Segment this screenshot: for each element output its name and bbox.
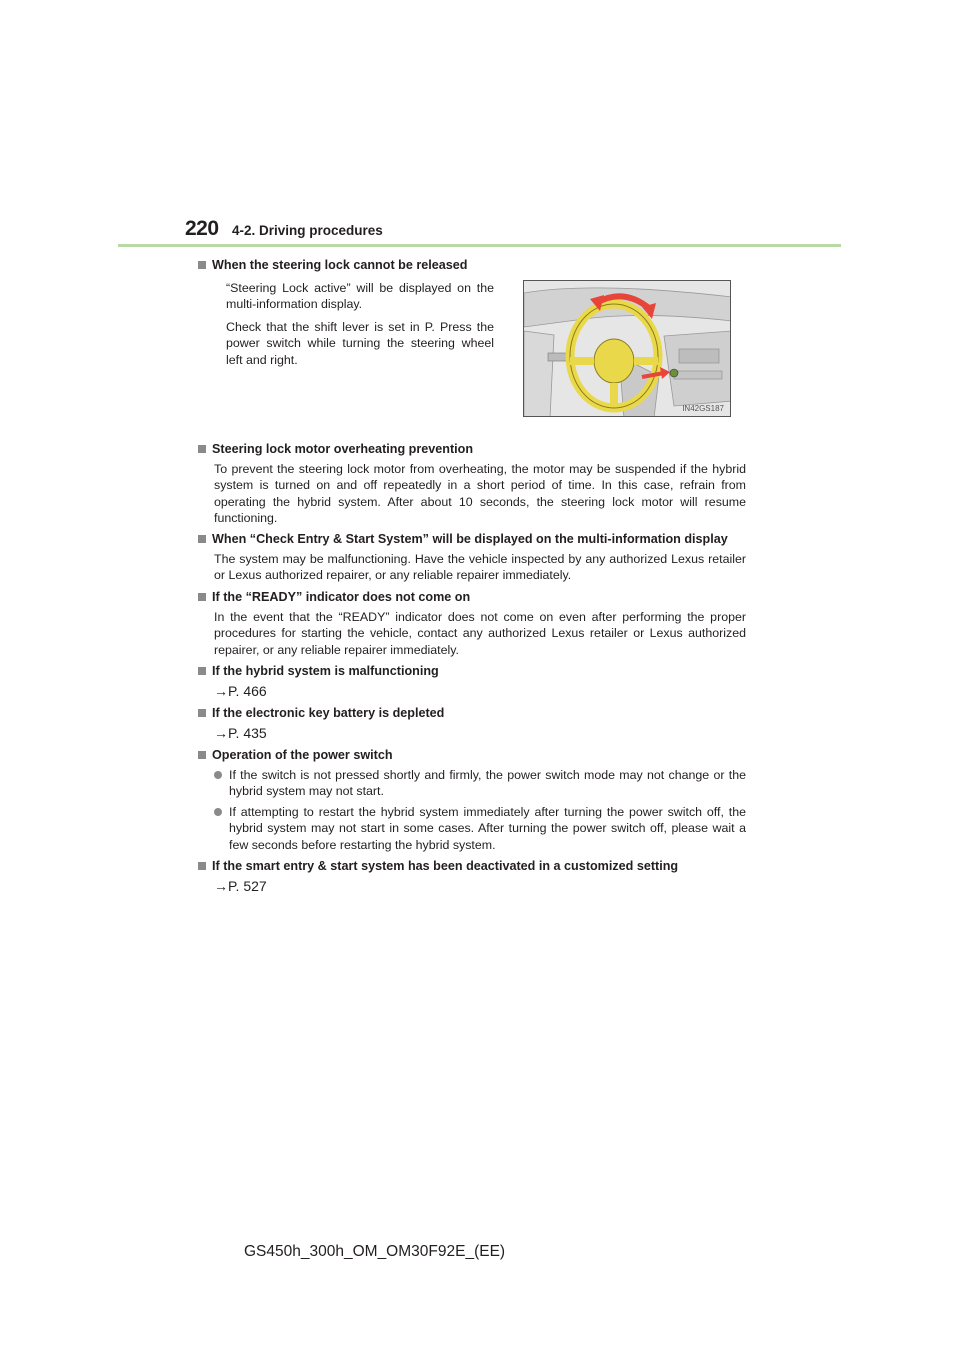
paragraph: To prevent the steering lock motor from overheating, the motor may be suspended if the hybrid system is turned on and off repeatedly in a short period of time. In this case, refrain from operating the hybrid system. After about 10 seconds, the steering lock motor will resume functioning. [214,462,746,526]
heading-text: Steering lock motor overheating prevention [212,442,474,456]
heading-text: If the smart entry & start system has been deactivated in a customized setting [212,859,679,873]
section-heading [198,663,746,679]
list-item-text: If the switch is not pressed shortly and firmly, the power switch mode may not change or the hybrid system may not start. [229,768,746,799]
paragraph: “Steering Lock active” will be displayed on the multi-information display. [226,281,494,312]
square-bullet-icon [198,709,206,717]
page-number: 220 [185,217,219,240]
square-bullet-icon [198,593,206,601]
section-title: 4-2. Driving procedures [232,223,383,238]
steering-wheel-icon [524,281,731,417]
section-key-battery [198,705,746,742]
heading-text: When the steering lock cannot be released [212,258,468,272]
section-ready-indicator [198,589,746,658]
square-bullet-icon [198,667,206,675]
section-heading [198,257,746,273]
heading-text: If the “READY” indicator does not come on [212,590,471,604]
section-power-switch [198,747,746,853]
round-bullet-icon [214,808,222,816]
heading-text: If the hybrid system is malfunctioning [212,664,439,678]
paragraph: Check that the shift lever is set in P. Press the power switch while turning the steering wheel left and right. [226,319,494,367]
section-heading [198,858,746,874]
heading-text: If the electronic key battery is depleted [212,706,445,720]
steering-lock-text [226,280,494,374]
steering-wheel-illustration [523,280,731,417]
section-heading [198,705,746,721]
list-item-text: If attempting to restart the hybrid system immediately after turning the power switch off, the hybrid system may not start in some cases. After turning the power switch off, please wait a few seconds before restarting the hybrid system. [229,804,746,852]
section-heading [198,747,746,763]
section-smart-entry-deactivated [198,858,746,895]
section-motor-overheating [198,441,746,527]
square-bullet-icon [198,862,206,870]
heading-text: Operation of the power switch [212,748,393,762]
paragraph: In the event that the “READY” indicator does not come on even after performing the proper procedures for starting the vehicle, contact any authorized Lexus retailer or Lexus authorized repairer, or any reliable repairer immediately. [214,610,746,657]
square-bullet-icon [198,535,206,543]
header-rule [118,244,841,247]
paragraph: The system may be malfunctioning. Have the vehicle inspected by any authorized Lexus retailer or Lexus authorized repairer, or any reliable repairer immediately. [214,552,746,583]
list-item [214,804,746,853]
footer-code: GS450h_300h_OM_OM30F92E_(EE) [244,1243,506,1260]
round-bullet-icon [214,771,222,779]
section-steering-lock [198,257,746,273]
section-heading [198,441,746,457]
square-bullet-icon [198,445,206,453]
square-bullet-icon [198,751,206,759]
section-hybrid-malfunction [198,663,746,700]
image-code: IN42GS187 [682,404,724,413]
page-reference: →P. 527 [214,878,267,894]
square-bullet-icon [198,261,206,269]
heading-text: When “Check Entry & Start System” will be displayed on the multi-information display [212,532,728,546]
section-heading [198,589,746,605]
section-check-entry [198,531,746,584]
section-heading [198,531,746,547]
page-reference: →P. 435 [214,725,267,741]
page-reference: →P. 466 [214,683,267,699]
list-item [214,767,746,800]
